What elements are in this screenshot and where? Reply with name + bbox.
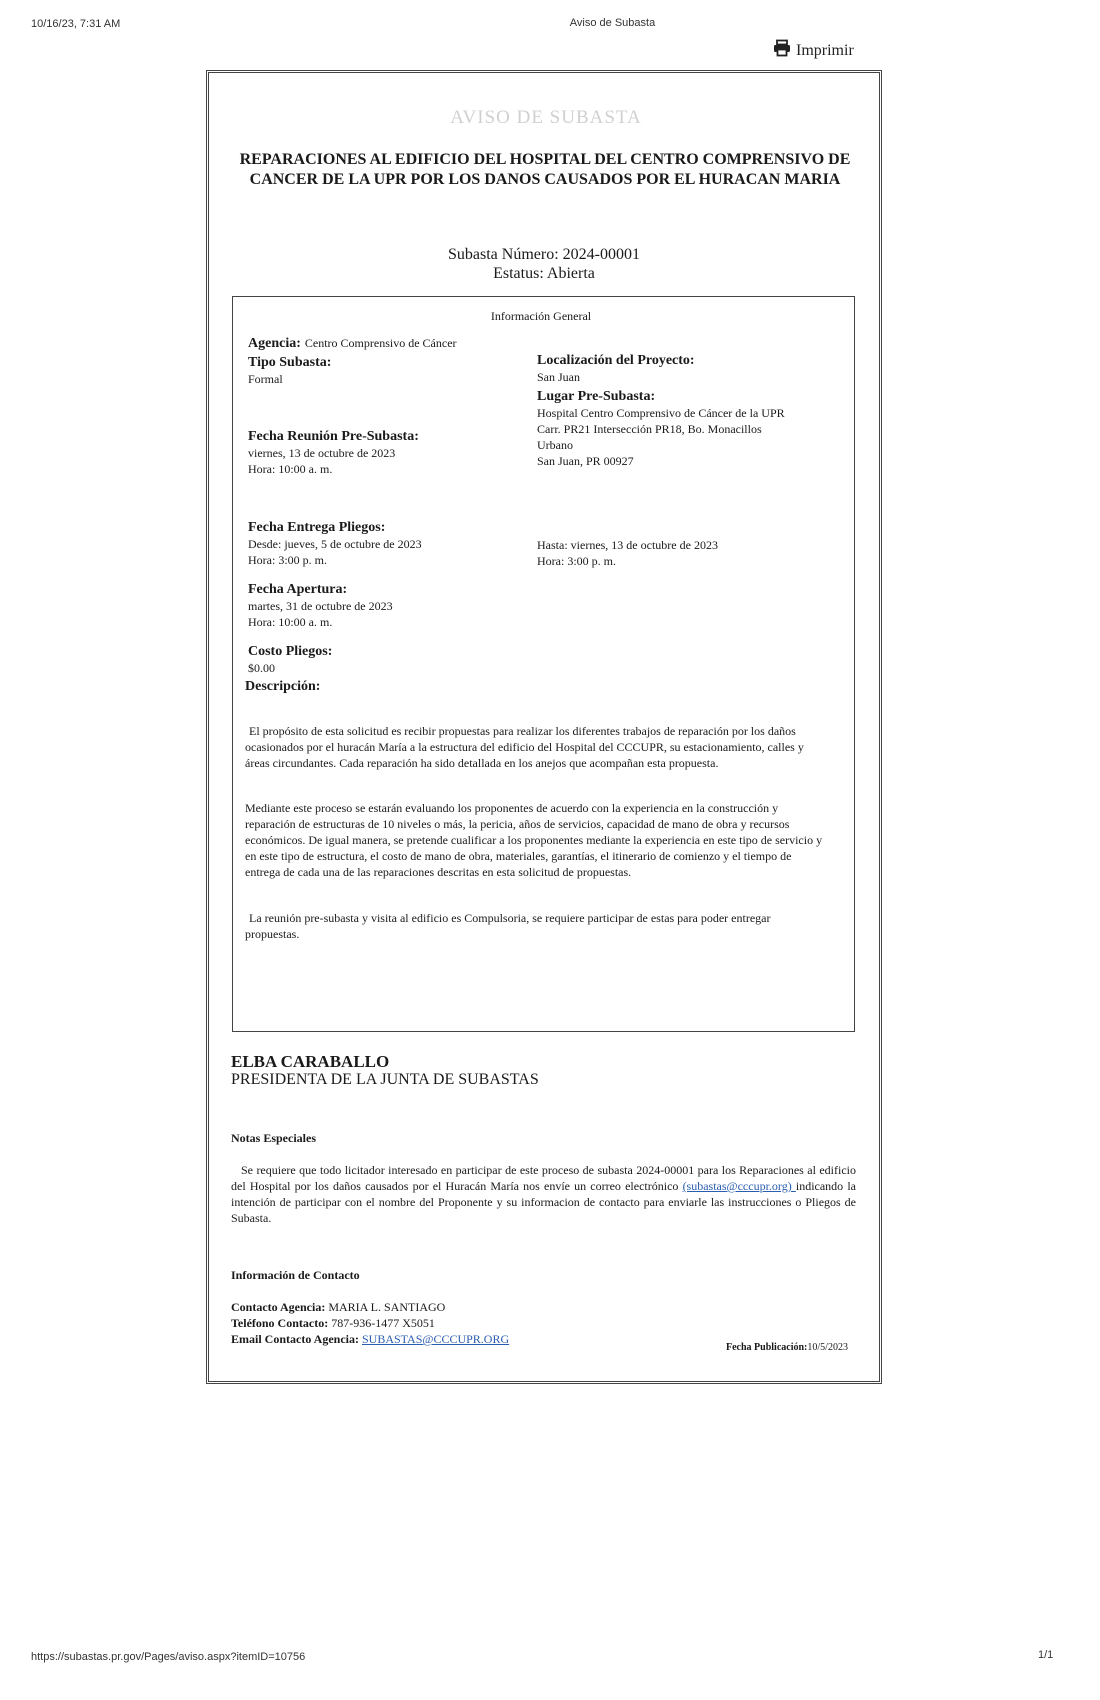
pre-meeting-time: Hora: 10:00 a. m. [248, 462, 333, 476]
type-value: Formal [248, 372, 283, 386]
special-notes-text [231, 1162, 856, 1226]
auction-status: Estatus: Abierta [493, 265, 595, 282]
cost-value: $0.00 [248, 661, 275, 675]
print-page-number: 1/1 [1038, 1649, 1054, 1661]
print-button-label: Imprimir [796, 41, 854, 59]
description-paragraph-3: La reunión pre-subasta y visita al edificio es Compulsoria, se requiere participar de estas para poder entregar propuestas. [245, 911, 771, 941]
print-url: https://subastas.pr.gov/Pages/aviso.aspx?itemID=10756 [31, 1651, 306, 1663]
phone-contact [231, 1315, 435, 1331]
pre-place-line: Carr. PR21 Intersección PR18, Bo. Monacillos [537, 422, 762, 436]
signatory-name: ELBA CARABALLO [231, 1052, 390, 1071]
email-label: Email Contacto Agencia: [231, 1332, 359, 1346]
special-notes-email-link[interactable]: (subastas@cccupr.org) [682, 1179, 796, 1193]
notice-number-status [0, 245, 1088, 283]
agency-field [248, 334, 457, 352]
print-button[interactable] [773, 39, 854, 62]
description-paragraph-1: El propósito de esta solicitud es recibir propuestas para realizar los diferentes trabajos de reparación por los daños ocasionados por el huracán María a la estructura del edificio del Hospital del CCCUPR, su estacionamiento, calles y áreas circundantes. Cada reparación ha sido detallada en los anejos que acompañan esta propuesta. [245, 724, 804, 770]
cost-label: Costo Pliegos: [248, 644, 333, 659]
delivery-label: Fecha Entrega Pliegos: [248, 520, 386, 535]
delivery-to: Hasta: viernes, 13 de octubre de 2023 [537, 538, 718, 552]
location-field [537, 353, 695, 385]
notice-title: REPARACIONES AL EDIFICIO DEL HOSPITAL DEL CENTRO COMPRENSIVO DE CANCER DE LA UPR POR LOS DANOS CAUSADOS POR EL HURACAN MARIA [239, 151, 851, 188]
email-link[interactable]: SUBASTAS@CCCUPR.ORG [362, 1332, 510, 1346]
agency-contact [231, 1299, 445, 1315]
delivery-to-time: Hora: 3:00 p. m. [537, 554, 616, 568]
cost-field [248, 644, 332, 676]
printer-icon [773, 39, 791, 62]
pre-place-field [537, 389, 785, 469]
publication-date [726, 1342, 848, 1353]
auction-number: Subasta Número: 2024-00001 [448, 246, 640, 263]
delivery-field [248, 520, 422, 568]
location-value: San Juan [537, 370, 580, 384]
pre-meeting-date: viernes, 13 de octubre de 2023 [248, 446, 396, 460]
pre-place-label: Lugar Pre-Subasta: [537, 389, 656, 404]
phone-label: Teléfono Contacto: [231, 1316, 329, 1330]
pre-place-line: Urbano [537, 438, 573, 452]
pre-place-line: Hospital Centro Comprensivo de Cáncer de la UPR [537, 406, 785, 420]
contact-heading: Información de Contacto [231, 1268, 360, 1282]
agency-label: Agencia: [248, 336, 301, 351]
type-label: Tipo Subasta: [248, 355, 332, 370]
agency-contact-value: MARIA L. SANTIAGO [328, 1300, 446, 1314]
publication-value: 10/5/2023 [807, 1342, 848, 1353]
signatory-title: PRESIDENTA DE LA JUNTA DE SUBASTAS [231, 1071, 539, 1088]
delivery-from-time: Hora: 3:00 p. m. [248, 553, 327, 567]
agency-value: Centro Comprensivo de Cáncer [304, 336, 457, 350]
delivery-to-field [537, 537, 718, 569]
opening-field [248, 582, 393, 630]
opening-label: Fecha Apertura: [248, 582, 348, 597]
phone-value: 787-936-1477 X5051 [331, 1316, 435, 1330]
pre-meeting-label: Fecha Reunión Pre-Subasta: [248, 429, 419, 444]
special-notes-heading: Notas Especiales [231, 1131, 316, 1145]
special-notes-text-after: indicando la intención de participar con el nombre del Proponente y su informacion de contacto para enviarle las instrucciones o Pliegos de Subasta. [231, 1179, 856, 1225]
publication-label: Fecha Publicación: [726, 1342, 808, 1353]
type-field [248, 355, 331, 387]
special-notes-text-before: Se requiere que todo licitador interesado en participar de este proceso de subasta 2024-00001 para los Reparaciones al edificio del Hospital por los daños causados por el Huracán María nos envíe un correo electrónico [231, 1163, 856, 1193]
general-info-heading: Información General [490, 309, 592, 323]
print-page-title: Aviso de Subasta [569, 17, 656, 29]
opening-time: Hora: 10:00 a. m. [248, 615, 333, 629]
description-paragraph-2: Mediante este proceso se estarán evaluando los proponentes de acuerdo con la experiencia en la construcción y reparación de estructuras de 10 niveles o más, la pericia, años de servicios, capacidad de mano de obra y recursos económicos. De igual manera, se pretende cualificar a los proponentes mediante la experiencia en este tipo de servicio y en este tipo de estructura, el costo de mano de obra, materiales, garantías, el itinerario de comienzo y el tiempo de entrega de cada una de las reparaciones descritas en esta solicitud de propuestas. [245, 801, 823, 879]
notice-banner: AVISO DE SUBASTA [450, 107, 642, 128]
opening-date: martes, 31 de octubre de 2023 [248, 599, 393, 613]
description-label: Descripción: [245, 679, 321, 694]
delivery-from: Desde: jueves, 5 de octubre de 2023 [248, 537, 422, 551]
location-label: Localización del Proyecto: [537, 353, 695, 368]
pre-place-line: San Juan, PR 00927 [537, 454, 634, 468]
email-contact [231, 1331, 509, 1347]
print-datetime: 10/16/23, 7:31 AM [31, 18, 121, 30]
agency-contact-label: Contacto Agencia: [231, 1300, 326, 1314]
pre-meeting-field [248, 429, 419, 477]
